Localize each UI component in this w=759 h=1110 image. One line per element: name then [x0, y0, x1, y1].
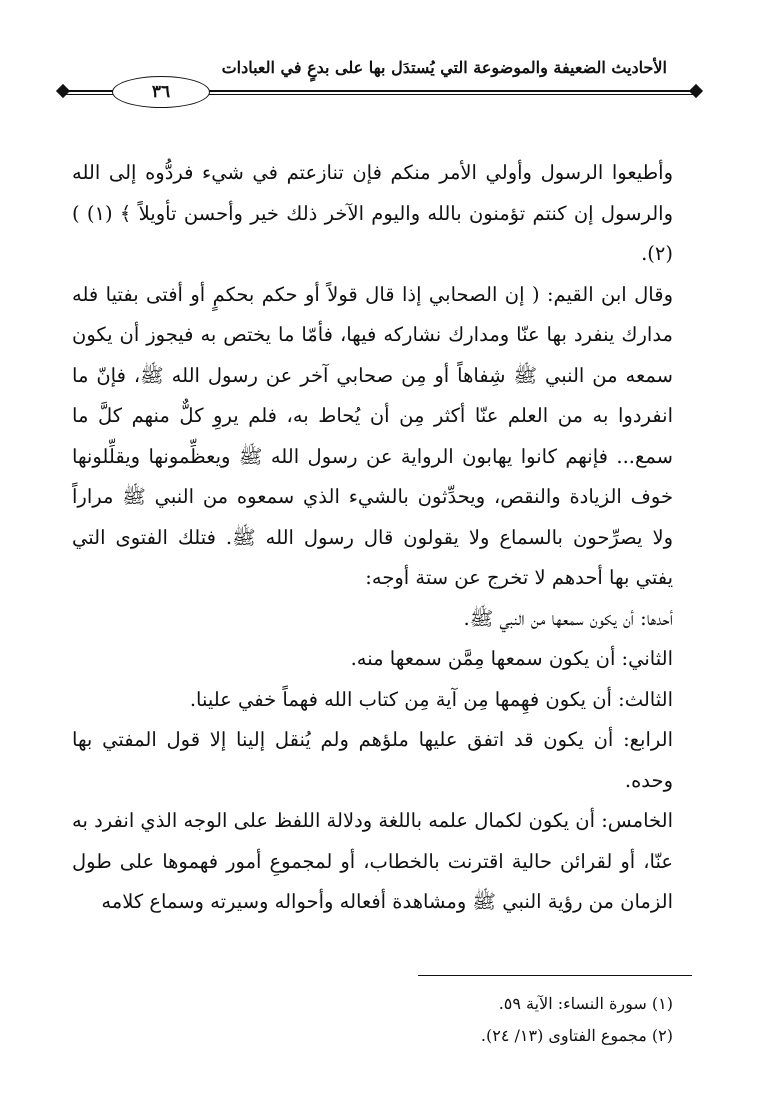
body-text [72, 153, 673, 923]
aspect-one: أحدها: أن يكون سمعها من النبي ﷺ. [463, 606, 673, 630]
page-number: ٣٦ [112, 76, 210, 108]
footnote-separator [418, 975, 692, 976]
aspect-five: الخامس: أن يكون لكمال علمه باللغة ودلالة اللفظ على الوجه الذي انفرد به عنّا، أو لقرائن حالية اقترنت بالخطاب، أو لمجموعِ أمور فهموها على طول الزمان من رؤية النبي ﷺ ومشاهدة أفعاله وأحواله وسيرته وسماع كلامه [72, 809, 673, 913]
footnote-2: (٢) مجموع الفتاوى (١٣/ ٢٤). [480, 1026, 673, 1045]
ibn-qayyim-paragraph: وقال ابن القيم: ( إن الصحابي إذا قال قولاً أو حكم بحكمٍ أو أفتى بفتيا فله مدارك ينفرد بها عنّا ومدارك نشاركه فيها، فأمّا ما يختص به فيجوز أن يكون سمعه من النبي ﷺ شِفاهاً أو مِن صحابي آخر عن رسول الله ﷺ، فإنّ ما انفردوا به من العلم عنّا أكثر مِن أن يُحاط به، فلم يروِ كلٌّ منهم كلَّ ما سمع... فإنهم كانوا يهابون الرواية عن رسول الله ﷺ ويعظِّمونها ويقلِّلونها خوف الزيادة والنقص، ويحدِّثون بالشيء الذي سمعوه من النبي ﷺ مراراً ولا يصرِّحون بالسماع ولا يقولون قال رسول الله ﷺ. فتلك الفتوى التي يفتي بها أحدهم لا تخرج عن ستة أوجه: [72, 282, 673, 589]
running-title: الأحاديث الضعيفة والموضوعة التي يُستدَل بها على بدعٍ في العبادات [221, 58, 667, 77]
aspect-four: الرابع: أن يكون قد اتفق عليها ملؤهم ولم يُنقل إلينا إلا قول المفتي بها وحده. [72, 728, 673, 792]
header-ornament-left [56, 84, 70, 98]
aspect-three: الثالث: أن يكون فهِمها مِن آية مِن كتاب الله فهماً خفي علينا. [189, 687, 673, 711]
footnote-1: (١) سورة النساء: الآية ٥٩. [498, 994, 673, 1013]
footnotes [300, 988, 673, 1052]
header-ornament-right [689, 84, 703, 98]
aspect-two: الثاني: أن يكون سمعها مِمَّن سمعها منه. [350, 647, 673, 670]
quran-quote-paragraph: وأطيعوا الرسول وأولي الأمر منكم فإن تنازعتم في شيء فردُّوه إلى الله والرسول إن كنتم تؤمنون بالله واليوم الآخر ذلك خير وأحسن تأويلاً ﴾ (١) ) (٢). [72, 161, 673, 265]
